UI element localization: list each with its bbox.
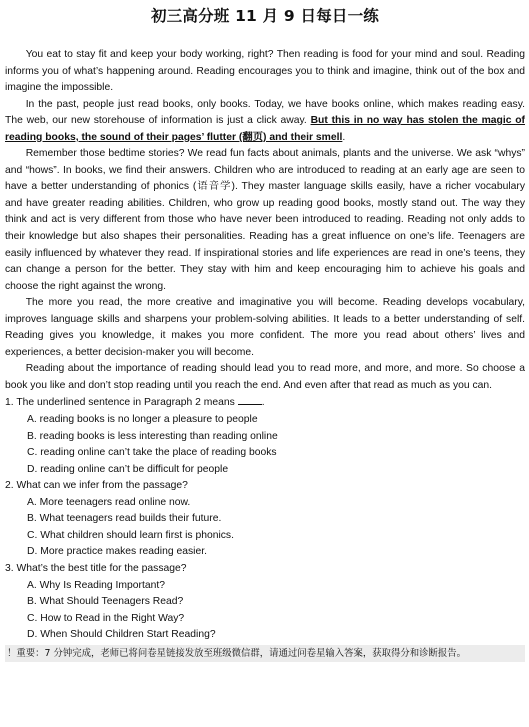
option-d: D. reading online can’t be difficult for people — [27, 463, 229, 475]
important-notice: ！重要：7 分钟完成，老师已将问卷星链接发放至班级微信群，请通过问卷星输入答案，获取得分和诊断报告。 — [5, 645, 525, 662]
option-d: D. When Should Children Start Reading? — [27, 629, 216, 641]
question-1 — [5, 394, 525, 478]
page-title: 初三高分班 11 月 9 日每日一练 — [150, 7, 380, 25]
reading-passage — [5, 47, 525, 394]
paragraph-3: Remember those bedtime stories? We read fun facts about animals, plants and the universe. We ask “whys” and “hows”. In books, we find their answers. Children who are introduced to reading at an early age are seen to have a better understanding of phonics (语音学). They master language skills easily, have a richer vocabulary and have greater reading abilities. Children, who grow up reading good books, mostly stand out. The way they think and act is very different from those who have never been introduced to reading. Reading not only adds to their knowledge but also shapes their personalities. Reading has a great influence on one’s life. Teenagers are easily influenced by whatever they read. If inspirational stories and life experiences are read in one’s teens, they can change a person for the better. They stay with him and keep encouraging him to achieve his goals and choose the right against the wrong. — [5, 148, 525, 292]
paragraph-1: You eat to stay fit and keep your body working, right? Then reading is food for your mind and soul. Reading informs you of what’s happening around. Reading encourages you to think and imagine, think out of the box and imagine the impossible. — [5, 49, 525, 94]
paragraph-5: Reading about the importance of reading should lead you to read more, and more, and more. So choose a book you like and don’t stop reading until you reach the end. And even after that read as much as you can. — [5, 363, 525, 391]
option-d: D. More practice makes reading easier. — [27, 546, 207, 558]
option-a: A. More teenagers read online now. — [27, 496, 191, 508]
option-c: C. What children should learn first is phonics. — [27, 529, 234, 541]
option-b: B. What Should Teenagers Read? — [27, 596, 184, 608]
paragraph-4: The more you read, the more creative and imaginative you will become. Reading develops vocabulary, improves language skills and sharpens your problem-solving abilities. It leads to a better understanding of self. Reading gives you knowledge, it makes you more confident. The more you read about others’ lives and experiences, a better decision-maker you will become. — [5, 297, 525, 358]
question-stem: 3. What’s the best title for the passage? — [5, 562, 187, 574]
option-a: A. reading books is no longer a pleasure to people — [27, 414, 258, 426]
question-1-stem-end: . — [261, 397, 265, 409]
paragraph-2 — [5, 97, 525, 147]
option-b: B. What teenagers read builds their future. — [27, 513, 222, 525]
question-stem: 2. What can we infer from the passage? — [5, 480, 188, 492]
option-b: B. reading books is less interesting than reading online — [27, 430, 278, 442]
underlined-sentence: But this in no way has stolen the magic of reading books, the sound of their pages’ flutter (翻页) and their smell — [5, 115, 525, 143]
paragraph-2-text: In the past, people just read books, only books. Today, we have books online, which makes reading easy. The web, our new storehouse of information is just a click away. — [5, 98, 525, 127]
question-3 — [5, 561, 525, 644]
questions-section — [5, 394, 525, 643]
question-1-stem: 1. The underlined sentence in Paragraph 2 means — [5, 397, 238, 409]
question-2 — [5, 478, 525, 561]
option-a: A. Why Is Reading Important? — [27, 579, 165, 591]
paragraph-2-end: . — [342, 131, 346, 143]
option-c: C. How to Read in the Right Way? — [27, 612, 185, 624]
question-stem — [5, 394, 525, 412]
option-c: C. reading online can’t take the place of reading books — [27, 447, 277, 459]
answer-blank — [238, 394, 262, 405]
